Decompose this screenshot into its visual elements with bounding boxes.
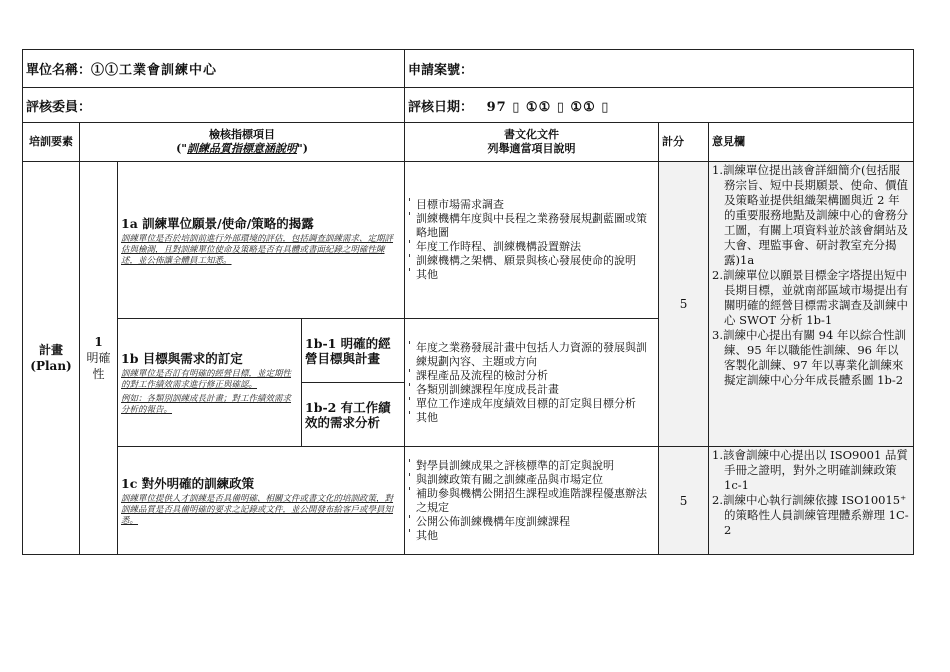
- list-item: 1.該會訓練中心提出以 ISO9001 品質手冊之證明，對外之明確訓練政策 1c-1: [712, 448, 908, 492]
- unit-name-label: 單位名稱：: [26, 63, 92, 78]
- list-item: ' 訓練機構之架構、願景與核心發展使命的說明: [408, 254, 655, 268]
- list-item: ' 其他: [408, 529, 655, 543]
- docs-1a-cell: [405, 162, 659, 319]
- list-item: ' 補助參與機構公開招生課程或進階課程優惠辦法之規定: [408, 487, 655, 515]
- list-item: ' 公開公佈訓練機構年度訓練課程: [408, 515, 655, 529]
- criterion-label: 明確性: [86, 351, 111, 381]
- phase-eng: (Plan): [30, 359, 72, 373]
- subindicator-1b-1-text: 1b-1 明確的經營目標與計畫: [305, 335, 391, 366]
- review-date-value: 97 ▯ ①① ▯ ①① ▯: [486, 99, 610, 115]
- list-item: ' 其他: [408, 411, 655, 425]
- col-indicator-quote-close: "): [297, 142, 308, 155]
- col-score-header: [659, 123, 709, 162]
- indicator-1c-title: 1c 對外明確的訓練政策: [121, 476, 255, 491]
- phase-cell: [23, 162, 80, 555]
- table-row: [23, 447, 914, 555]
- col-opinion-text: 意見欄: [712, 135, 746, 148]
- header-row-reviewer: [23, 88, 914, 123]
- table-row: [23, 162, 914, 319]
- list-item: ' 目標市場需求調查: [408, 198, 655, 212]
- subindicator-1b-1: [302, 319, 404, 383]
- col-indicator-header: [80, 123, 405, 162]
- col-indicator-quote-open: (": [176, 142, 188, 155]
- indicator-1a-cell: [118, 162, 405, 319]
- indicator-1b-cell: [118, 319, 302, 447]
- header-row-unit: [23, 50, 914, 88]
- case-number-label: 申請案號：: [408, 63, 474, 78]
- indicator-1a-desc: 訓練單位是否於培訓前進行外部環境的評估，包括調查訓練需求、定期評估與檢測，且對訓練單位使命及策略是否有具體或書面紀錄之明確性陳述，並公佈讓全體員工知悉。: [121, 233, 394, 266]
- list-item: 2.訓練單位以願景目標金字塔提出短中長期目標，並就南部區域市場提出有關明確的經營目標需求調查及訓練中心 SWOT 分析 1b-1: [712, 268, 909, 327]
- list-item: 3.訓練中心提出有關 94 年以綜合性訓練、95 年以職能性訓練、96 年以客製化訓練、97 年以專業化訓練來擬定訓練中心分年成長體系圖 1b-2: [712, 328, 906, 387]
- col-docs-header: [405, 123, 659, 162]
- opinion-ab-list: [712, 163, 910, 388]
- list-item: 1.訓練單位提出該會詳細簡介(包括服務宗旨、短中長期願景、使命、價值及策略並提供組織架構圖與近 2 年的重要服務地點及訓練中心的會務分工圖，有關上項資料並於該會網站及大會、理監事會、研討教室充分揭露)1a: [712, 163, 909, 267]
- indicator-1b-title: 1b 目標與需求的訂定: [121, 351, 243, 366]
- column-header-row: [23, 123, 914, 162]
- list-item: ' 對學員訓練成果之評核標準的訂定與說明: [408, 459, 655, 473]
- review-date-cell: [405, 88, 914, 123]
- score-c-value: 5: [679, 493, 688, 508]
- score-c-cell: [659, 447, 709, 555]
- list-item: ' 各類別訓練課程年度成長計畫: [408, 383, 655, 397]
- col-score-text: 計分: [662, 135, 685, 148]
- list-item: ' 與訓練政策有關之訓練產品與市場定位: [408, 473, 655, 487]
- col-docs-title: 書文化文件: [504, 128, 560, 141]
- subindicator-1b-2-text: 1b-2 有工作績效的需求分析: [305, 399, 391, 430]
- phase-name: 計畫: [38, 343, 63, 357]
- reviewer-cell: [23, 88, 405, 123]
- docs-1a-list: [408, 198, 655, 282]
- list-item: ' 年度之業務發展計畫中包括人力資源的發展與訓練規劃內容、主題或方向: [408, 341, 655, 369]
- evaluation-form: [22, 49, 913, 555]
- opinion-c-list: [712, 448, 910, 538]
- reviewer-label: 評核委員：: [26, 99, 92, 115]
- indicator-meaning-link[interactable]: 訓練品質指標意涵說明: [187, 142, 298, 155]
- list-item: ' 單位工作達成年度績效目標的訂定與目標分析: [408, 397, 655, 411]
- criterion-cell: [80, 162, 118, 555]
- list-item: ' 年度工作時程、訓練機構設置辦法: [408, 240, 655, 254]
- col-docs-subtitle: 列舉適當項目說明: [487, 142, 576, 155]
- evaluation-table: [22, 49, 914, 555]
- indicator-1b-desc: 訓練單位是否訂有明確的經營目標，並定期性的對工作績效需求進行修正與確認。: [121, 369, 292, 390]
- list-item: ' 其他: [408, 268, 655, 282]
- docs-1c-cell: [405, 447, 659, 555]
- docs-1b-cell: [405, 319, 659, 447]
- indicator-1b-example: 例如：各類別訓練成長計畫；對工作績效需求分析的報告。: [121, 394, 292, 415]
- case-number-cell: [405, 50, 914, 88]
- col-opinion-header: [709, 123, 914, 162]
- indicator-1a-title: 1a 訓練單位願景/使命/策略的揭露: [121, 215, 314, 231]
- subindicator-1b-cell: [302, 319, 405, 447]
- docs-1c-list: [408, 459, 655, 543]
- subindicator-1b-2: [302, 383, 404, 446]
- score-ab-value: 5: [679, 297, 688, 311]
- indicator-1c-desc: 訓練單位提供人才訓練是否具備明確、相關文件或書文化的培訓政策，對訓練品質是否具備明確的要求之記錄或文件，並公開發布給客戶或學員知悉。: [121, 494, 394, 526]
- list-item: 2.訓練中心執行訓練依據 ISO10015⁺的策略性人員訓練管理體系辦理 1C-2: [712, 493, 909, 537]
- criterion-number: 1: [94, 335, 103, 349]
- list-item: ' 課程產品及流程的檢討分析: [408, 369, 655, 383]
- indicator-1c-cell: [118, 447, 405, 555]
- review-date-label: 評核日期：: [408, 99, 474, 115]
- score-ab-cell: [659, 162, 709, 447]
- docs-1b-list: [408, 341, 655, 425]
- opinion-ab-cell: [709, 162, 914, 447]
- unit-name-value: ①①工業會訓練中心: [91, 63, 218, 78]
- col-element-header: [23, 123, 80, 162]
- unit-name-cell: [23, 50, 405, 88]
- col-element-text: 培訓要素: [29, 135, 73, 148]
- list-item: ' 訓練機構年度與中長程之業務發展規劃藍圖或策略地圖: [408, 212, 655, 240]
- opinion-c-cell: [709, 447, 914, 555]
- col-indicator-title: 檢核指標項目: [209, 128, 276, 141]
